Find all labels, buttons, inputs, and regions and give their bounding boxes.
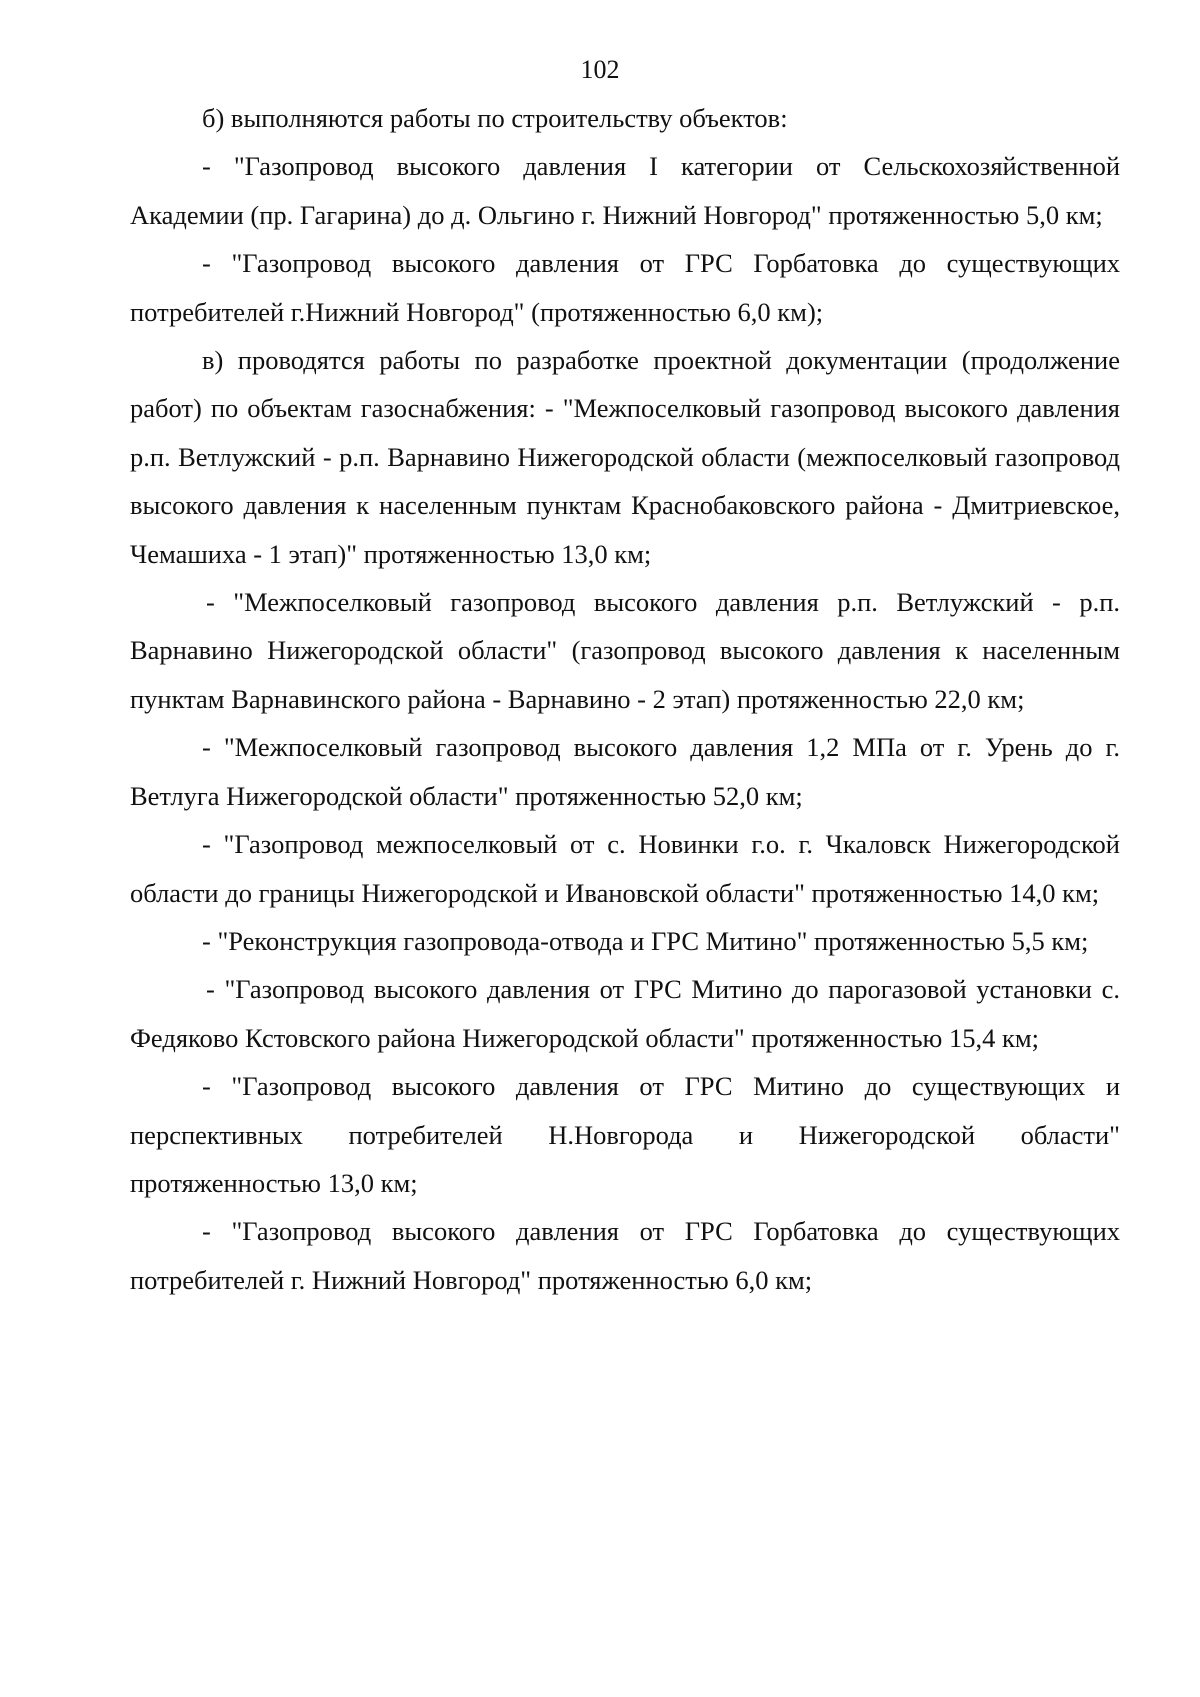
paragraph-mitino-reconstruction: - "Реконструкция газопровода-отвода и ГРС Митино" протяженностью 5,5 км; [202,925,1089,956]
paragraph-mitino-fedyakovo: - "Газопровод высокого давления от ГРС Митино до парогазовой установки с. Федяково Кстовского района Нижегородской области" протяженностью 15,4 км; [130,974,1120,1053]
paragraph-mitino-consumers: - "Газопровод высокого давления от ГРС Митино до существующих и перспективных потребителей Н.Новгорода и Нижегородской области" протяженностью 13,0 км; [130,1071,1120,1198]
paragraph-gagarina-olgino: - "Газопровод высокого давления I категории от Сельскохозяйственной Академии (пр. Гагарина) до д. Ольгино г. Нижний Новгород" протяженностью 5,0 км; [130,151,1120,230]
paragraph-gorbatovka-2: - "Газопровод высокого давления от ГРС Горбатовка до существующих потребителей г. Нижний Новгород" протяженностью 6,0 км; [130,1216,1120,1295]
paragraph-varnavino-stage2: - "Межпоселковый газопровод высокого давления р.п. Ветлужский - р.п. Варнавино Нижегородской области" (газопровод высокого давления к населенным пунктам Варнавинского района - Варнавино - 2 этап) протяженностью 22,0 км; [130,587,1120,714]
paragraph-b-intro: б) выполняются работы по строительству объектов: [202,103,788,133]
paragraph-gorbatovka-1: - "Газопровод высокого давления от ГРС Горбатовка до существующих потребителей г.Нижний Новгород" (протяженностью 6,0 км); [130,248,1120,327]
paragraph-v-design-work: в) проводятся работы по разработке проектной документации (продолжение работ) по объектам газоснабжения: - "Межпоселковый газопровод высокого давления р.п. Ветлужский - р.п. Варнавино Нижегородской области (межпоселковый газопровод высокого давления к населенным пунктам Краснобаковского района - Дмитриевское, Чемашиха - 1 этап)" протяженностью 13,0 км; [130,345,1120,569]
page-number: 102 [580,55,620,84]
paragraph-novinki-chkalovsk: - "Газопровод межпоселковый от с. Новинки г.о. г. Чкаловск Нижегородской области до границы Нижегородской и Ивановской области" протяженностью 14,0 км; [130,829,1120,908]
document-body [130,94,1120,1304]
paragraph-uren-vetluga: - "Межпоселковый газопровод высокого давления 1,2 МПа от г. Урень до г. Ветлуга Нижегородской области" протяженностью 52,0 км; [130,732,1120,811]
